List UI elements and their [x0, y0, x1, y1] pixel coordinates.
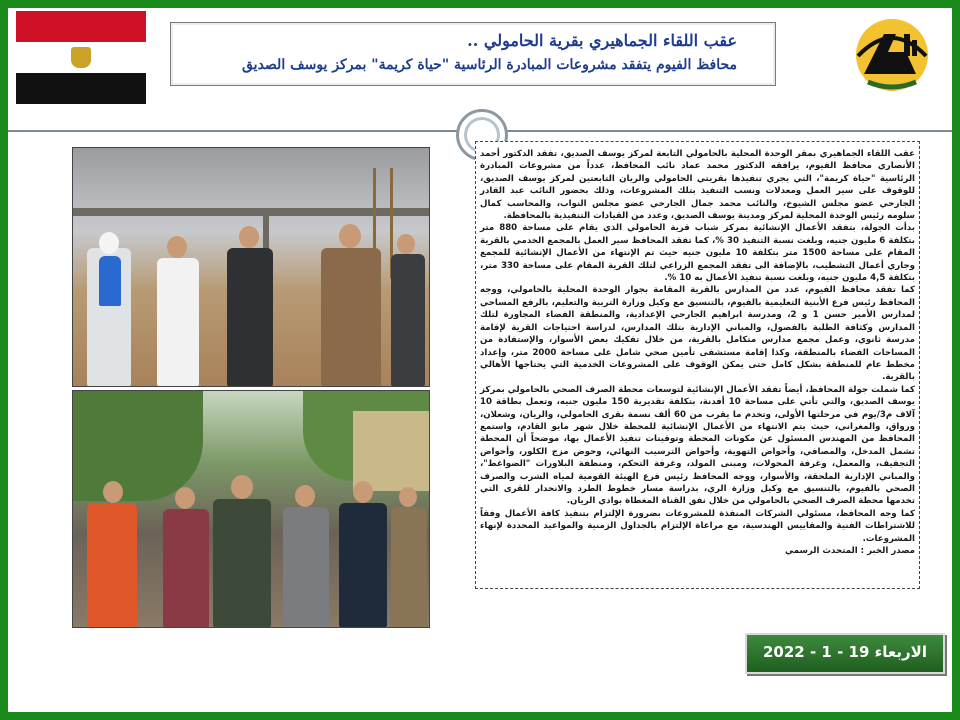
egypt-flag-icon: [16, 11, 146, 103]
article-body: [475, 141, 920, 589]
page: [8, 8, 952, 712]
article-paragraph: بدأت الجولة، بتفقد الأعمال الإنشائية بمركز شباب قرية الحامولي الذي يقام على مساحة 880 متر بتكلفة 6 مليون جنيه، وبلغت نسبة التنفيذ 30 %، كما تفقد المحافظ سير العمل بالمجمع الخدمي بالقرية المقام على مساحة 1500 متر بتكلفة 10 مليون جنيه حيث تم الإنتهاء من الأعمال الإنشائية للمجمع وجاري أعمال التشطيب، بالإضافة الى تفقد المجمع الزراعي لتلك القرية المقام على مساحة 330 متر، بتكلفة 4,5 مليون جنيه، وبلغت نسبة تنفيذ الأعمال به 10 %.: [480, 223, 915, 284]
article-paragraph: كما شملت جولة المحافظ، أيضاً تفقد الأعمال الإنشائية لتوسعات محطة الصرف الصحي بالحامولي بمركز يوسف الصديق، والتي تأتي على مساحة 10 أفدنة، بتكلفة تقديرية 150 مليون جنيه، وتعمل بطاقة 10 آلاف م3/يوم في مرحلتها الأولى، وتخدم ما يقرب من 60 ألف نسمة بقرى الحامولي، والريان، وشعلان، ورواق، والمغراني، حيث يتم الانتهاء من الأعمال الإنشائية للمحطة خلال شهر مايو القادم، واستمع المحافظ من المهندس المسئول عن مكونات المحطة وتوقيتات تنفيذ الأعمال بها، موضحاً أن المحطة تشمل المدخل، والمصافي، وأحواض التهوية، وأحواض الترسيب النهائي، وحوض مزج الكلور، وأحواض التجفيف، والمعمل، وغرفة المحولات، ومبنى المولد، وغرفة التحكم، ومنظفة البلاورات "الضواغط"، والمباني الإدارية الملحقة، والأسوار، ووجه المحافظ رئيس فرع الهيئة القومية لمياه الشرب والصرف الصحي بالفيوم، بالتنسيق مع وكيل وزارة الري، بدراسة مسار خطوط الطرد والانحدار للقرى التي تخدمها محطة الصرف الصحي بالحامولي من خلال نفق القناة المغطاة بوادي الريان.: [480, 384, 915, 507]
governorate-logo-icon: [844, 12, 940, 98]
photo-governor-construction-site: [72, 147, 430, 387]
title-box: [170, 22, 776, 86]
date-label: الاربعاء 19 - 1 - 2022: [763, 643, 927, 661]
page-title: عقب اللقاء الجماهيري بقرية الحامولي ..: [467, 31, 737, 50]
date-badge: [745, 633, 945, 674]
article-paragraph: عقب اللقاء الجماهيري بمقر الوحدة المحلية بالحامولي التابعة لمركز يوسف الصديق، تفقد الدكتور أحمد الأنصاري محافظ الفيوم، يرافقه الدكتور محمد عماد نائب المحافظ، عدداً من مشروعات المبادرة الرئاسية "حياة كريمة"، التي يجري تنفيذها بقريتي الحامولي والريان التابعتين لمركز يوسف الصديق، للوقوف على سير العمل ومعدلات ونسب التنفيذ بتلك المشروعات، وذلك بحضور النائب عبد القادر الجارحي عضو مجلس الشيوخ، والنائب محمد جمال الجارحي عضو مجلس النواب، والمحاسب كمال سلومه رئيس الوحدة المحلية لمركز ومدينة يوسف الصديق، وعدد من القيادات التنفيذية بالمحافظة.: [480, 149, 915, 222]
photo-governor-village-visit: [72, 390, 430, 628]
article-paragraph: كما وجه المحافظ، مسئولي الشركات المنفذة للمشروعات بضرورة الإلتزام بتنفيذ كافة الأعمال وفقاً للاشتراطات الفنية والمقاييس الهندسية، مع مراعاة الإلتزام بالجداول الزمنية والمواعيد المحددة لإنهاء المشروعات.: [480, 508, 915, 544]
article-paragraph: كما تفقد محافظ الفيوم، عدد من المدارس بالقرية المقامة بجوار الوحدة المحلية بالحامولي، ووجه المحافظ رئيس فرع الأبنية التعليمية بالفيوم، بالتنسيق مع وكيل وزارة التربية والتعليم، بالرفع المساحي لمدارس الأمير حسن 1 و 2، ومدرسة ابراهيم الجارحي الإعدادية، والمنطقة الفضاء المجاورة لتلك المدارس وكثافة الطلبة بالفصول، والمباني الإدارية بتلك المدارس، لدراسة احتياجات القرية لإقامة مدرسة ثانوي، وعمل مجمع مدارس متكامل بالقرية، من خلال تفكيك بعض الأسوار، والإستفادة من المساحات الفضاء بالمنطقة، وكذا إقامة مستشفى تأمين صحي شامل على مساحة 2000 متر، وإعداد مخطط عام للمنطقة بشكل كامل حتى يمكن الوقوف على المشروعات الخدمية التي يحتاجها الأهالي بالقرية.: [480, 285, 915, 383]
page-subtitle: محافظ الفيوم يتفقد مشروعات المبادرة الرئاسية "حياة كريمة" بمركز يوسف الصديق: [242, 57, 737, 73]
article-source: مصدر الخبر : المتحدث الرسمي: [785, 546, 915, 556]
